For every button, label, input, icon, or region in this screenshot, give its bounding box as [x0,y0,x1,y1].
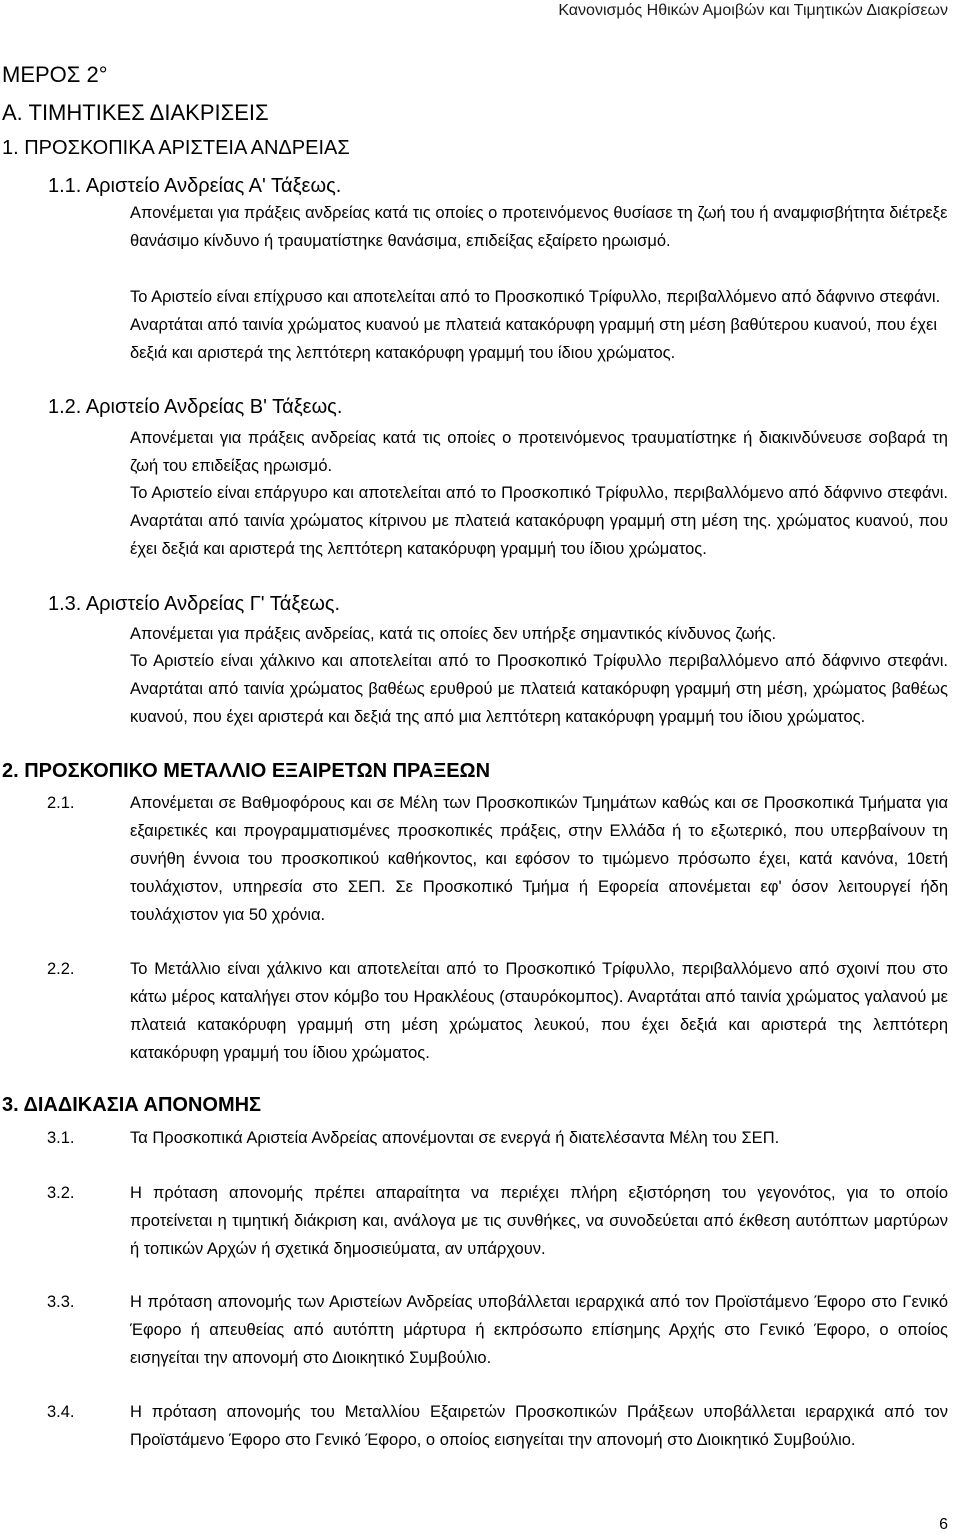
subsection-1-2-heading: 1.2. Αριστείο Ανδρείας Β' Τάξεως. [48,396,343,418]
subsection-1-1-heading: 1.1. Αριστείο Ανδρείας Α' Τάξεως. [48,175,342,197]
subsection-1-2-paragraph-1: Απονέμεται για πράξεις ανδρείας κατά τις οποίες ο προτεινόμενος τραυματίστηκε ή διακινδύνευσε σοβαρά τη ζωή του επιδείξας ηρωισμό. [130,429,948,475]
subsection-1-3-heading: 1.3. Αριστείο Ανδρείας Γ' Τάξεως. [48,593,341,615]
section-3-item-text: Η πρόταση απονομής των Αριστείων Ανδρείας υποβάλλεται ιεραρχικά από τον Προϊστάμενο Έφορο στο Γενικό Έφορο ή απευθείας από αυτόπτη μάρτυρα ή εκπρόσωπο επίσημης Αρχής στο Γενικό Έφορο, ο οποίος εισηγείται την απονομή στο Διοικητικό Συμβούλιο. [130,1293,948,1367]
section-2-item-text: Απονέμεται σε Βαθμοφόρους και σε Μέλη των Προσκοπικών Τμημάτων καθώς και σε Προσκοπικά Τμήματα για εξαιρετικές και προγραμματισμένες προσκοπικές πράξεις, στην Ελλάδα ή το εξωτερικό, που υπερβαίνουν τη συνήθη έννοια του προσκοπικού καθήκοντος, και εφόσον το τιμώμενο πρόσωπο έχει, κατά κανόνα, 10ετή τουλάχιστον, υπηρεσία στο ΣΕΠ. Σε Προσκοπικό Τμήμα ή Εφορεία απονέμεται εφ' όσον λειτουργεί ήδη τουλάχιστον για 50 χρόνια. [130,794,948,924]
subsection-1-1-paragraph-1: Απονέμεται για πράξεις ανδρείας κατά τις οποίες ο προτεινόμενος θυσίασε τη ζωή του ή αναμφισβήτητα διέτρεξε θανάσιμο κίνδυνο ή τραυματίστηκε θανάσιμα, επιδείξας εξαίρετο ηρωισμό. [130,204,948,250]
item-number: 3.3. [47,1293,75,1311]
item-number: 2.1. [47,794,75,812]
section-3-item-text: Τα Προσκοπικά Αριστεία Ανδρείας απονέμονται σε ενεργά ή διατελέσαντα Μέλη του ΣΕΠ. [130,1129,780,1147]
section-1-title: 1. ΠΡΟΣΚΟΠΙΚΑ ΑΡΙΣΤΕΙΑ ΑΝΔΡΕΙΑΣ [2,137,350,159]
item-number: 3.1. [47,1129,75,1147]
section-2-title: 2. ΠΡΟΣΚΟΠΙΚΟ ΜΕΤΑΛΛΙΟ ΕΞΑΙΡΕΤΩΝ ΠΡΑΞΕΩΝ [2,760,491,782]
page-number: 6 [939,1516,948,1533]
item-number: 3.4. [47,1403,75,1421]
item-number: 2.2. [47,960,75,978]
subsection-1-3-paragraph-2: Το Αριστείο είναι χάλκινο και αποτελείται από το Προσκοπικό Τρίφυλλο περιβαλλόμενο από δάφνινο στεφάνι. Αναρτάται από ταινία χρώματος βαθέως ερυθρού με πλατειά κατακόρυφη γραμμή στη μέση, χρώματος βαθέως κυανού, που έχει αριστερά και δεξιά της από μια λεπτότερη κατακόρυφη γραμμή του ίδιου χρώματος. [130,652,948,726]
subsection-1-3-paragraph-1: Απονέμεται για πράξεις ανδρείας, κατά τις οποίες δεν υπήρξε σημαντικός κίνδυνος ζωής. [130,625,777,643]
section-3-item-text: Η πρόταση απονομής πρέπει απαραίτητα να περιέχει πλήρη εξιστόρηση του γεγονότος, για το οποίο προτείνεται η τιμητική διάκριση και, ανάλογα με τις συνθήκες, να συνοδεύεται από έκθεση αυτόπτων μαρτύρων ή τοπικών Αρχών ή σχετικά δημοσιεύματα, αν υπάρχουν. [130,1184,948,1258]
section-3-title: 3. ΔΙΑΔΙΚΑΣΙΑ ΑΠΟΝΟΜΗΣ [2,1094,262,1116]
part-title: ΜΕΡΟΣ 2° [2,62,108,87]
subsection-1-1-paragraph-2: Το Αριστείο είναι επίχρυσο και αποτελείται από το Προσκοπικό Τρίφυλλο, περιβαλλόμενο από δάφνινο στεφάνι. Αναρτάται από ταινία χρώματος κυανού με πλατειά κατακόρυφη γραμμή στη μέση βαθύτερου κυανού, που έχει δεξιά και αριστερά της λεπτότερη κατακόρυφη γραμμή του ίδιου χρώματος. [130,288,941,362]
subsection-1-2-paragraph-2: Το Αριστείο είναι επάργυρο και αποτελείται από το Προσκοπικό Τρίφυλλο, περιβαλλόμενο από δάφνινο στεφάνι. Αναρτάται από ταινία χρώματος κίτρινου με πλατειά κατακόρυφη γραμμή στη μέση της. χρώματος κυανού, που έχει δεξιά και αριστερά της λεπτότερη κατακόρυφη γραμμή του ίδιου χρώματος. [130,484,948,558]
section-a-title: Α. ΤΙΜΗΤΙΚΕΣ ΔΙΑΚΡΙΣΕΙΣ [2,100,269,125]
section-3-item-text: Η πρόταση απονομής του Μεταλλίου Εξαιρετών Προσκοπικών Πράξεων υποβάλλεται ιεραρχικά από τον Προϊστάμενο Έφορο στο Γενικό Έφορο, ο οποίος εισηγείται την απονομή στο Διοικητικό Συμβούλιο. [130,1403,948,1449]
running-header: Κανονισμός Ηθικών Αμοιβών και Τιμητικών Διακρίσεων [558,2,948,19]
section-2-item-text: Το Μετάλλιο είναι χάλκινο και αποτελείται από το Προσκοπικό Τρίφυλλο, περιβαλλόμενο από σχοινί που στο κάτω μέρος καταλήγει στον κόμβο του Ηρακλέους (σταυρόκομπος). Αναρτάται από ταινία χρώματος γαλανού με πλατειά κατακόρυφη γραμμή στη μέση χρώματος λευκού, που έχει δεξιά και αριστερά της λεπτότερη κατακόρυφη γραμμή του ίδιου χρώματος. [130,960,948,1062]
item-number: 3.2. [47,1184,75,1202]
